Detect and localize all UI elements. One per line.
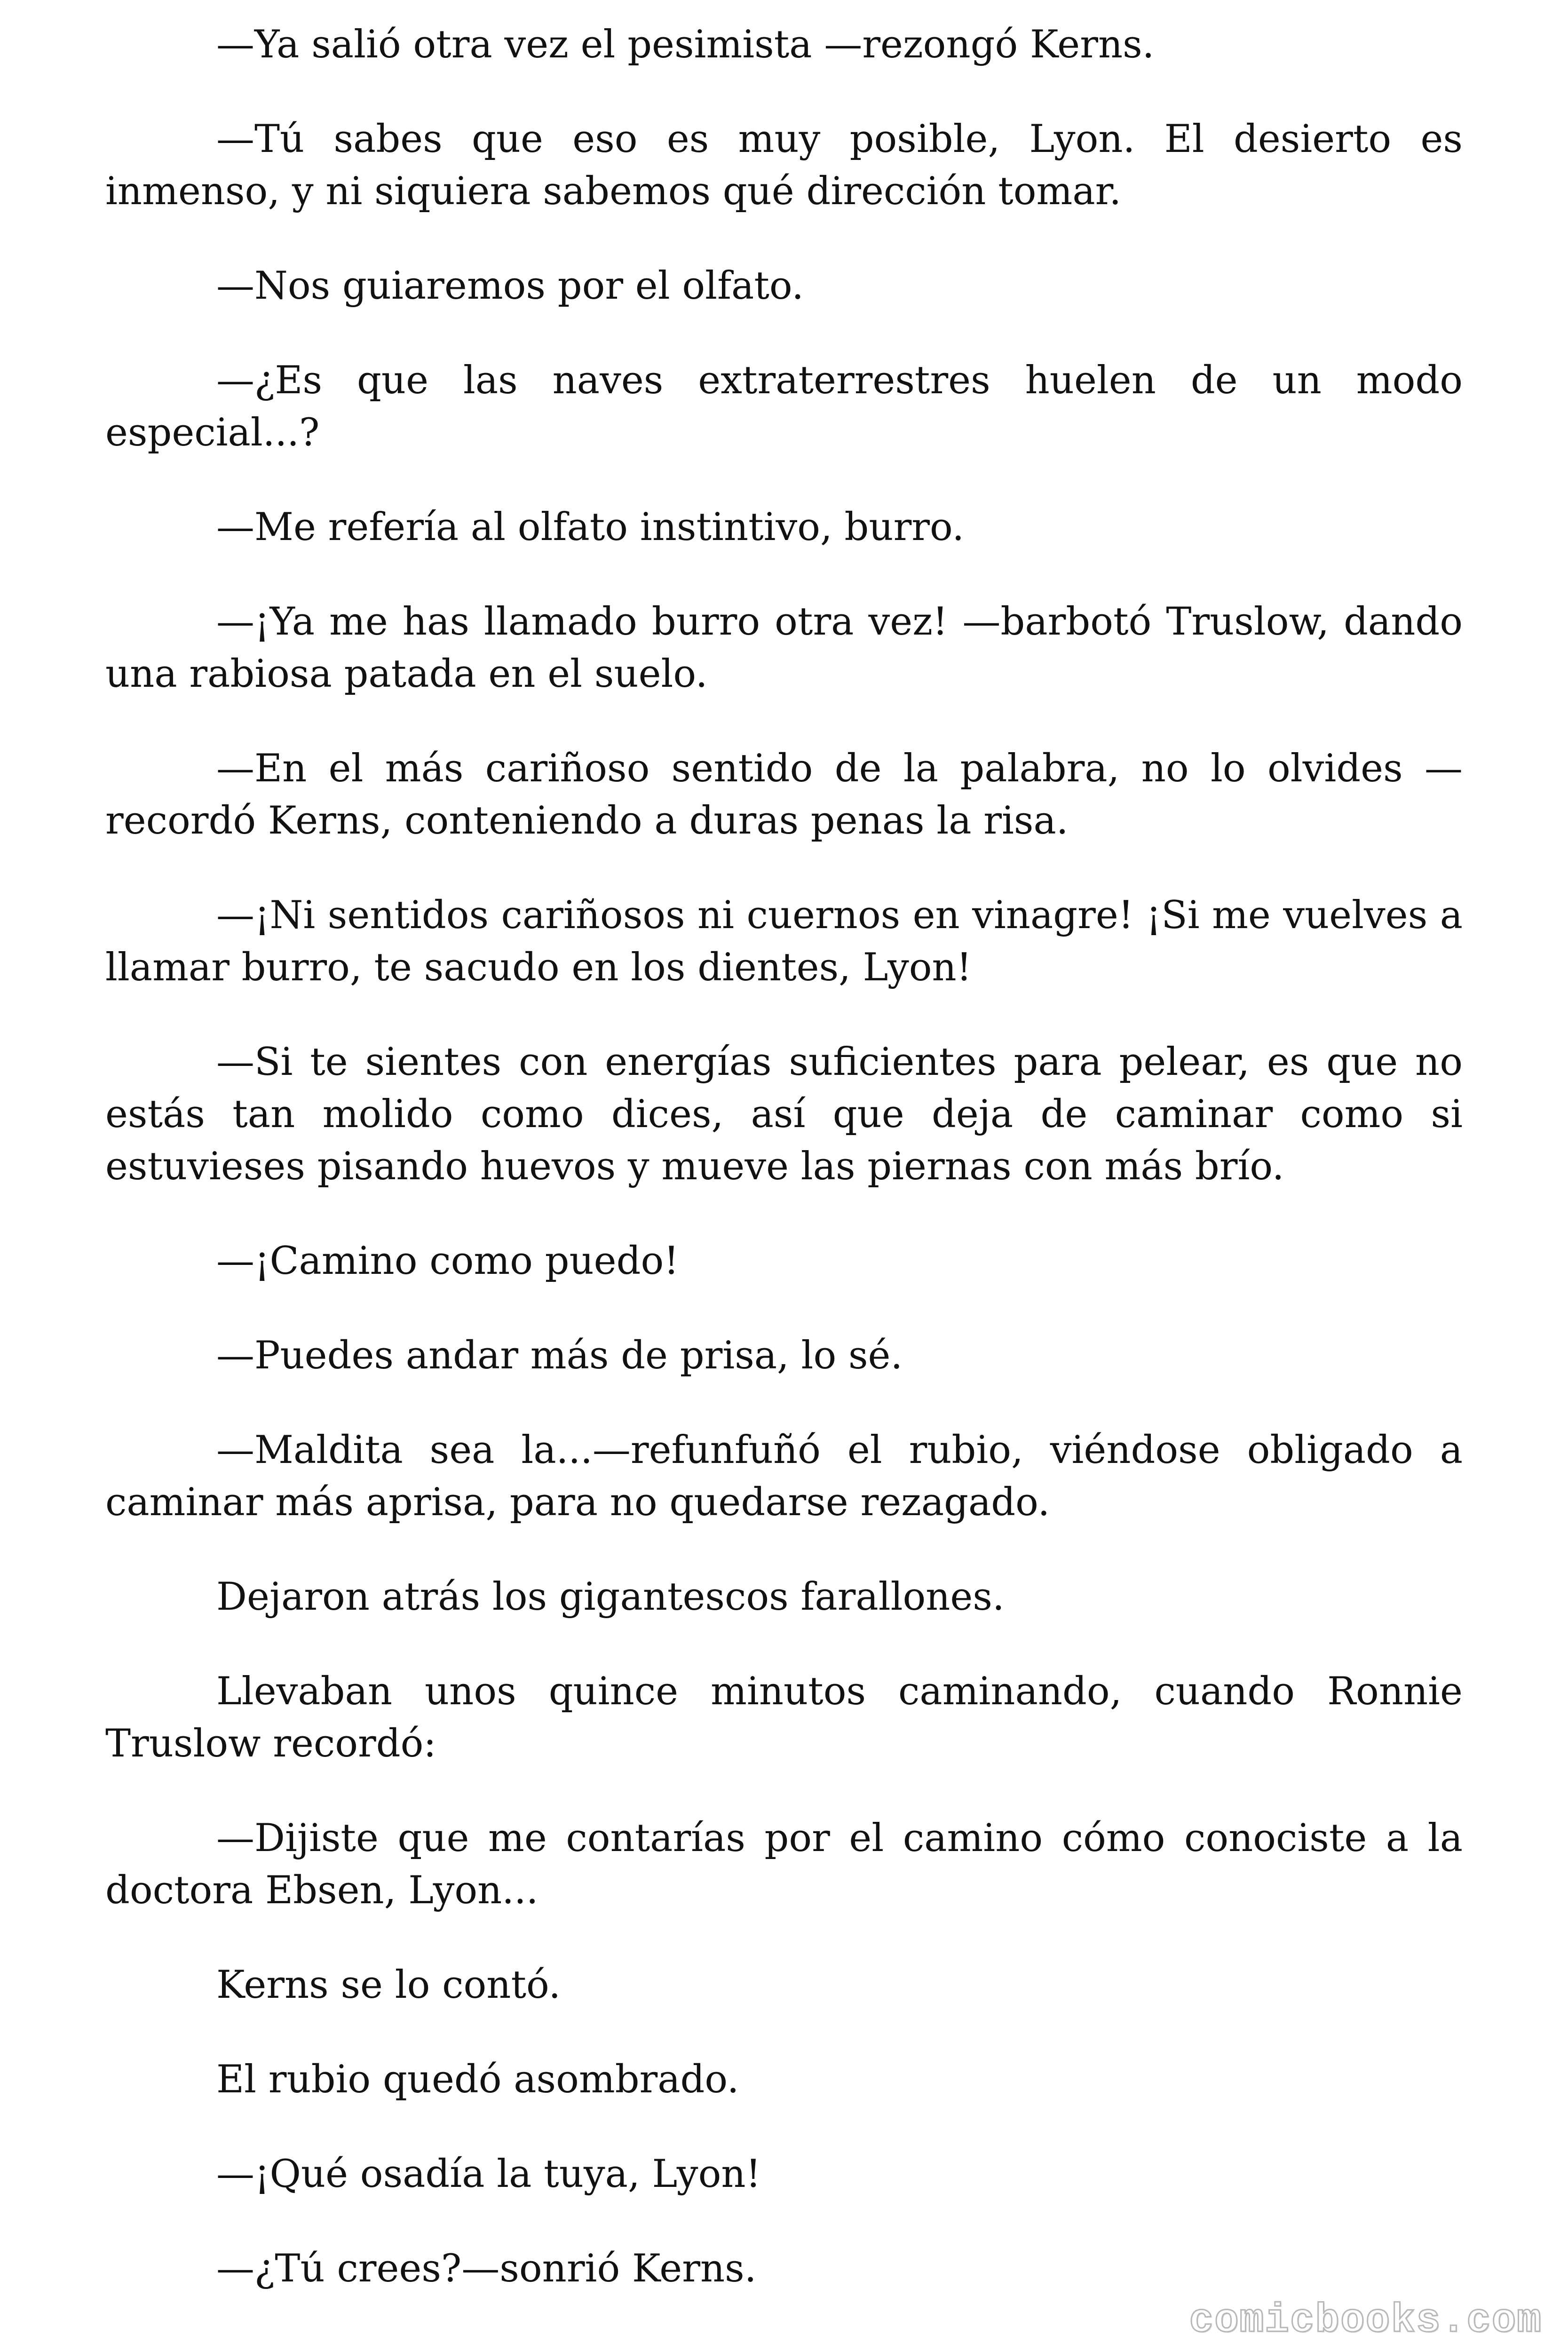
paragraph: —¿Es que las naves extraterrestres huelen de un modo especial...? <box>105 358 1463 455</box>
paragraph: —En el más cariñoso sentido de la palabra, no lo olvides — recordó Kerns, conteniendo a duras penas la risa. <box>105 747 1463 843</box>
paragraph: —¡Qué osadía la tuya, Lyon! <box>216 2152 761 2196</box>
paragraph: —¡Camino como puedo! <box>216 1239 679 1283</box>
paragraph: —Ya salió otra vez el pesimista —rezongó Kerns. <box>216 23 1155 67</box>
paragraph: —Nos guiaremos por el olfato. <box>216 264 804 308</box>
paragraph: —Si te sientes con energías suficientes para pelear, es que no estás tan molido como dices, así que deja de caminar como si estuvieses pisando huevos y mueve las piernas con más brío. <box>105 1040 1463 1189</box>
paragraph: Dejaron atrás los gigantescos farallones. <box>216 1575 1005 1619</box>
paragraph: —¡Ni sentidos cariñosos ni cuernos en vinagre! ¡Si me vuelves a llamar burro, te sacudo en los dientes, Lyon! <box>105 893 1463 990</box>
paragraph: Kerns se lo contó. <box>216 1963 561 2007</box>
paragraph: El rubio quedó asombrado. <box>216 2058 739 2102</box>
paragraph: —¿Tú crees?—sonrió Kerns. <box>216 2247 757 2291</box>
paragraph: —Me refería al olfato instintivo, burro. <box>216 505 965 549</box>
paragraph: —¡Ya me has llamado burro otra vez! —barbotó Truslow, dando una rabiosa patada en el suelo. <box>105 600 1463 696</box>
paragraph: Llevaban unos quince minutos caminando, cuando Ronnie Truslow recordó: <box>105 1669 1463 1766</box>
book-page <box>105 19 1463 2337</box>
paragraph: —Maldita sea la...—refunfuñó el rubio, viéndose obligado a caminar más aprisa, para no quedarse rezagado. <box>105 1428 1463 1525</box>
paragraph: —Puedes andar más de prisa, lo sé. <box>216 1334 903 1378</box>
paragraph: —Dijiste que me contarías por el camino cómo conociste a la doctora Ebsen, Lyon... <box>105 1816 1463 1913</box>
paragraph: —Tú sabes que eso es muy posible, Lyon. El desierto es inmenso, y ni siquiera sabemos qué dirección tomar. <box>105 117 1463 214</box>
watermark: comicbooks.com <box>1189 2297 1542 2344</box>
